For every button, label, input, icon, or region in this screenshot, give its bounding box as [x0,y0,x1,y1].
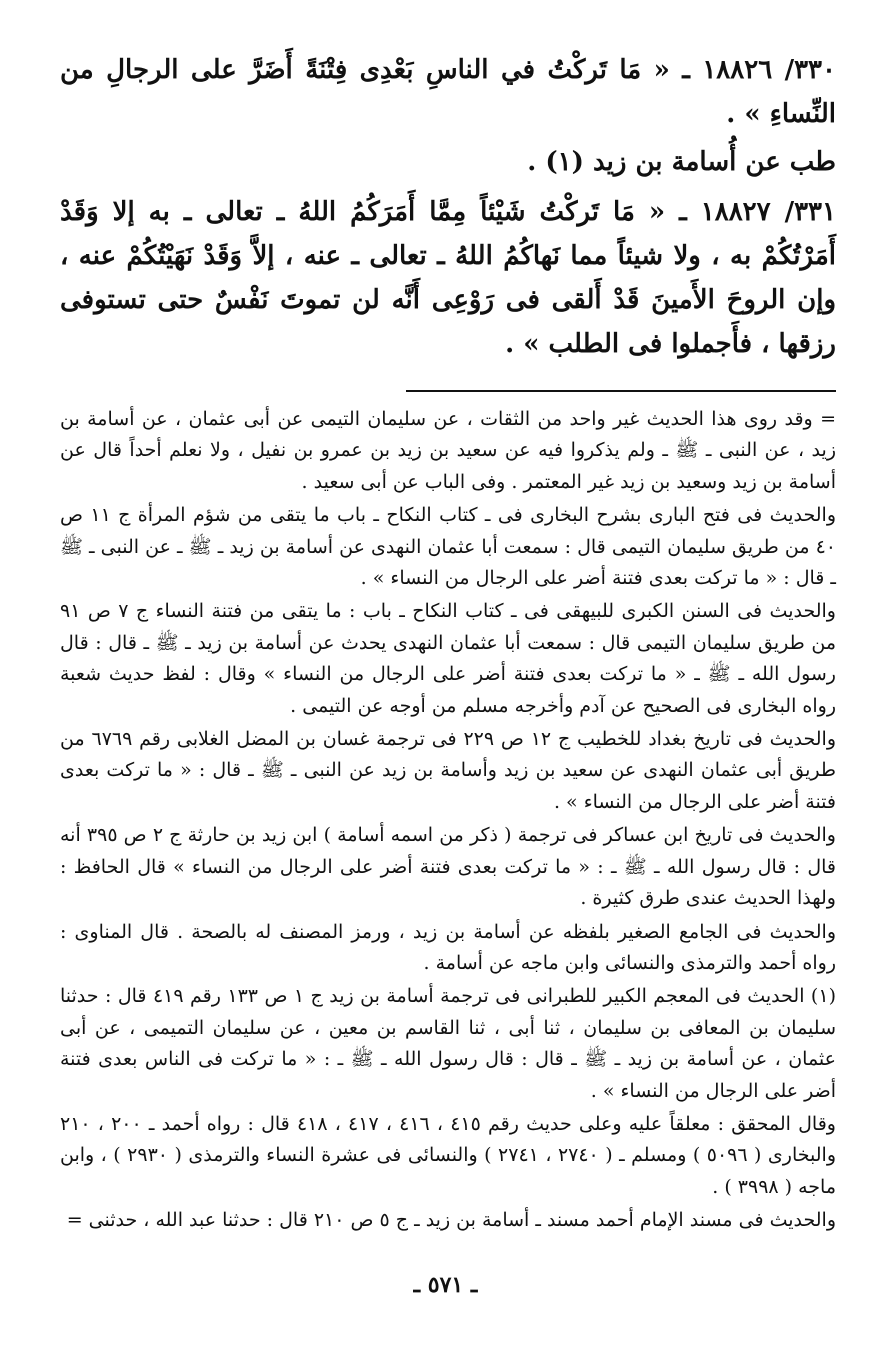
hadith-330-source: طب عن أُسامة بن زيد (١) . [527,147,836,177]
footnote-paragraph: والحديث فى فتح البارى بشرح البخارى فى ـ كتاب النكاح ـ باب ما يتقى من شؤم المرأة ج ١١ ص ٤٠ من طريق سليمان التيمى قال : سمعت أبا عثمان النهدى عن أسامة بن زيد ـ ﷺ ـ عن النبى ـ ﷺ ـ قال : « ما تركت بعدى فتنة أضر على الرجال من النساء » . [60,504,836,590]
page-number: ـ ٥٧١ ـ [413,1272,478,1298]
footnote-paragraph: والحديث فى تاريخ بغداد للخطيب ج ١٢ ص ٢٢٩ فى ترجمة غسان بن المضل الغلابى رقم ٦٧٦٩ من طريق أبى عثمان النهدى عن سعيد بن زيد وأسامة بن زيد عن النبى ـ ﷺ ـ قال : « ما تركت بعدى فتنة أضر على الرجال من النساء » . [60,728,837,813]
footnote-paragraph: وقال المحقق : معلقاً عليه وعلى حديث رقم ٤١٥ ، ٤١٦ ، ٤١٧ ، ٤١٨ قال : رواه أحمد ـ ٢٠٠ ، ٢١٠ والبخارى ( ٥٠٩٦ ) ومسلم ـ ( ٢٧٤٠ ، ٢٧٤١ ) والنسائى فى عشرة النساء والترمذى ( ٢٩٣٠ ) ، وابن ماجه ( ٣٩٩٨ ) . [60,1112,837,1198]
footnote-paragraph: = وقد روى هذا الحديث غير واحد من الثقات ، عن سليمان التيمى عن أبى عثمان ، عن أسامة بن زيد ، عن النبى ـ ﷺ ـ ولم يذكروا فيه عن سعيد بن زيد بن عمرو بن نفيل ، ولا نعلم أحداً قال عن أسامة بن زيد وسعيد بن زيد غير المعتمر . وفى الباب عن أبى سعيد . [60,408,836,493]
footnote-paragraph: والحديث فى الجامع الصغير بلفظه عن أسامة بن زيد ، ورمز المصنف له بالصحة . قال المناوى : رواه أحمد والترمذى والنسائى وابن ماجه عن أسامة . [60,920,836,974]
footnote-divider [406,390,836,392]
footnotes [60,404,836,1237]
hadith-331: ٣٣١/ ١٨٨٢٧ ـ « مَا تَركْتُ شَيْئاً مِمَّا أَمَرَكُمُ اللهُ ـ تعالى ـ به إلا وَقَدْ أَمَرْتُكُمْ به ، ولا شيئاً مما نَهاكُمُ اللهُ ـ تعالى ـ عنه ، إلاَّ وَقَدْ نَهَيْتُكُمْ عنه ، وإن الروحَ الأَمينَ قَدْ أَلقى فى رَوْعِى أَنَّه لن تموتَ نَفْسٌ حتى تستوفى رزقها ، فأَجملوا فى الطلب » . [60,197,837,359]
footnote-paragraph: والحديث فى مسند الإمام أحمد مسند ـ أسامة بن زيد ـ ج ٥ ص ٢١٠ قال : حدثنا عبد الله ، حدثنى = [66,1209,836,1232]
footnote-paragraph: (١) الحديث فى المعجم الكبير للطبرانى فى ترجمة أسامة بن زيد ج ١ ص ١٣٣ رقم ٤١٩ قال : حدثنا سليمان بن المعافى بن سليمان ، ثنا أبى ، ثنا القاسم بن معين ، عن سليمان التميمى ، عن أبى عثمان ، عن أسامة بن زيد ـ ﷺ ـ قال : قال رسول الله ـ ﷺ ـ : « ما تركت فى الناس بعدى فتنة أضر على الرجال من النساء » . [60,985,836,1102]
hadith-section [60,48,836,366]
hadith-330: ٣٣٠/ ١٨٨٢٦ ـ « مَا تَركْتُ في الناسِ بَعْدِى فِتْنَةً أَضَرَّ على الرجالِ من النِّساءِ » . [60,55,836,129]
footnote-paragraph: والحديث فى السنن الكبرى للبيهقى فى ـ كتاب النكاح ـ باب : ما يتقى من فتنة النساء ج ٧ ص ٩١ من طريق سليمان التيمى قال : سمعت أبا عثمان النهدى يحدث عن أسامة بن زيد ـ ﷺ ـ قال : قال رسول الله ـ ﷺ ـ « ما تركت بعدى فتنة أضر على الرجال من النساء » وقال : لفظ حديث شعبة رواه البخارى فى الصحيح عن آدم وأخرجه مسلم من أوجه عن التيمى . [60,600,836,717]
page-body [60,48,836,1308]
footnote-paragraph: والحديث فى تاريخ ابن عساكر فى ترجمة ( ذكر من اسمه أسامة ) ابن زيد بن حارثة ج ٢ ص ٣٩٥ أنه قال : قال رسول الله ـ ﷺ ـ : « ما تركت بعدى فتنة أضر على الرجال من النساء » قال الحافظ : ولهذا الحديث عندى طرق كثيرة . [60,824,836,910]
